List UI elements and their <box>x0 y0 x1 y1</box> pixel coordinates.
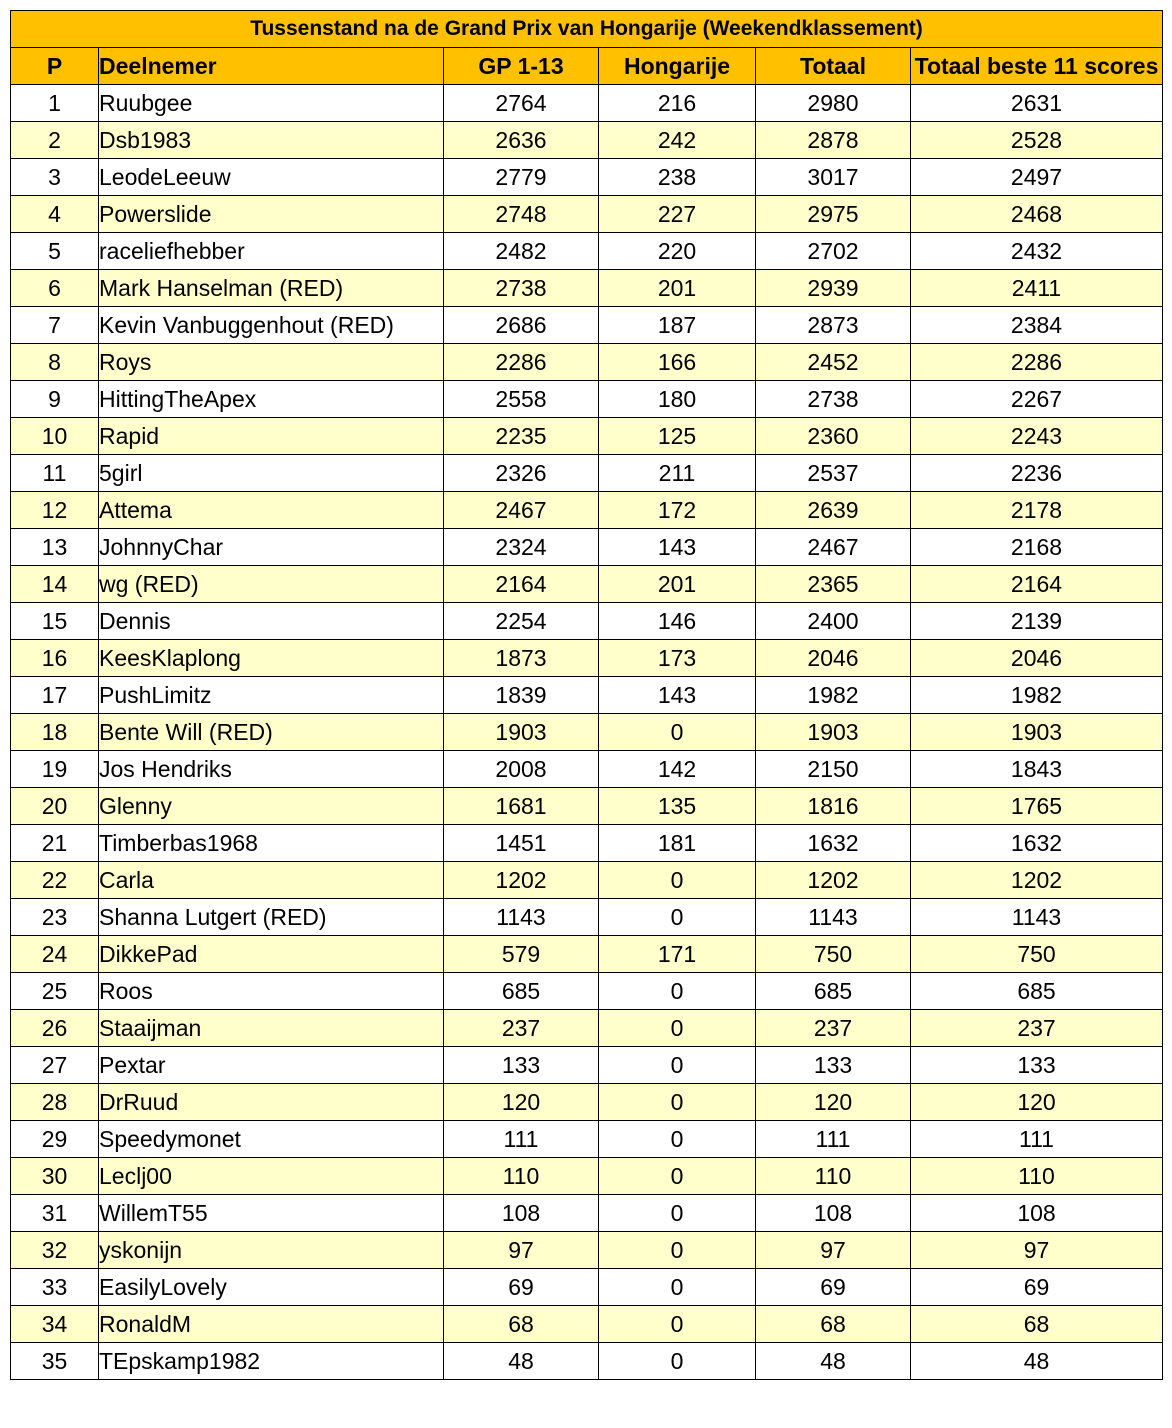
cell-gp-1-13: 237 <box>444 1010 599 1047</box>
cell-best-11: 2046 <box>911 640 1163 677</box>
table-row <box>11 381 1163 418</box>
cell-position: 17 <box>11 677 99 714</box>
cell-best-11: 1982 <box>911 677 1163 714</box>
cell-hongarije: 0 <box>599 714 756 751</box>
table-row <box>11 714 1163 751</box>
cell-totaal: 2878 <box>756 122 911 159</box>
col-header-totaal: Totaal <box>756 48 911 85</box>
table-row <box>11 566 1163 603</box>
cell-hongarije: 143 <box>599 677 756 714</box>
table-row <box>11 973 1163 1010</box>
cell-totaal: 1903 <box>756 714 911 751</box>
cell-hongarije: 0 <box>599 1269 756 1306</box>
cell-gp-1-13: 68 <box>444 1306 599 1343</box>
cell-best-11: 2178 <box>911 492 1163 529</box>
cell-gp-1-13: 97 <box>444 1232 599 1269</box>
cell-hongarije: 201 <box>599 566 756 603</box>
cell-gp-1-13: 1202 <box>444 862 599 899</box>
cell-best-11: 2286 <box>911 344 1163 381</box>
cell-hongarije: 0 <box>599 1010 756 1047</box>
cell-hongarije: 143 <box>599 529 756 566</box>
cell-position: 12 <box>11 492 99 529</box>
cell-participant: Glenny <box>99 788 444 825</box>
cell-participant: HittingTheApex <box>99 381 444 418</box>
cell-best-11: 2468 <box>911 196 1163 233</box>
cell-best-11: 1632 <box>911 825 1163 862</box>
cell-gp-1-13: 2764 <box>444 85 599 122</box>
cell-hongarije: 0 <box>599 1158 756 1195</box>
cell-best-11: 237 <box>911 1010 1163 1047</box>
cell-position: 5 <box>11 233 99 270</box>
cell-totaal: 111 <box>756 1121 911 1158</box>
cell-hongarije: 146 <box>599 603 756 640</box>
cell-best-11: 120 <box>911 1084 1163 1121</box>
cell-position: 23 <box>11 899 99 936</box>
cell-gp-1-13: 120 <box>444 1084 599 1121</box>
cell-totaal: 1632 <box>756 825 911 862</box>
standings-body <box>11 85 1163 1380</box>
table-row <box>11 1269 1163 1306</box>
cell-gp-1-13: 2636 <box>444 122 599 159</box>
cell-participant: PushLimitz <box>99 677 444 714</box>
cell-hongarije: 216 <box>599 85 756 122</box>
cell-totaal: 69 <box>756 1269 911 1306</box>
cell-totaal: 2738 <box>756 381 911 418</box>
cell-best-11: 2267 <box>911 381 1163 418</box>
cell-gp-1-13: 2164 <box>444 566 599 603</box>
cell-hongarije: 0 <box>599 1232 756 1269</box>
table-row <box>11 307 1163 344</box>
cell-participant: Rapid <box>99 418 444 455</box>
cell-gp-1-13: 1839 <box>444 677 599 714</box>
table-row <box>11 640 1163 677</box>
cell-best-11: 1843 <box>911 751 1163 788</box>
cell-gp-1-13: 1451 <box>444 825 599 862</box>
cell-best-11: 685 <box>911 973 1163 1010</box>
cell-best-11: 2168 <box>911 529 1163 566</box>
cell-gp-1-13: 2326 <box>444 455 599 492</box>
cell-best-11: 2236 <box>911 455 1163 492</box>
cell-position: 25 <box>11 973 99 1010</box>
cell-best-11: 110 <box>911 1158 1163 1195</box>
cell-best-11: 48 <box>911 1343 1163 1380</box>
cell-position: 31 <box>11 1195 99 1232</box>
cell-best-11: 1765 <box>911 788 1163 825</box>
cell-totaal: 2365 <box>756 566 911 603</box>
cell-gp-1-13: 1873 <box>444 640 599 677</box>
cell-gp-1-13: 2008 <box>444 751 599 788</box>
cell-position: 9 <box>11 381 99 418</box>
cell-gp-1-13: 110 <box>444 1158 599 1195</box>
cell-hongarije: 180 <box>599 381 756 418</box>
cell-position: 20 <box>11 788 99 825</box>
table-row <box>11 825 1163 862</box>
cell-position: 3 <box>11 159 99 196</box>
cell-best-11: 1903 <box>911 714 1163 751</box>
cell-hongarije: 142 <box>599 751 756 788</box>
cell-totaal: 1816 <box>756 788 911 825</box>
cell-position: 2 <box>11 122 99 159</box>
cell-participant: Staaijman <box>99 1010 444 1047</box>
cell-best-11: 2411 <box>911 270 1163 307</box>
table-row <box>11 196 1163 233</box>
cell-hongarije: 220 <box>599 233 756 270</box>
table-row <box>11 233 1163 270</box>
table-row <box>11 1306 1163 1343</box>
cell-participant: Mark Hanselman (RED) <box>99 270 444 307</box>
cell-totaal: 2400 <box>756 603 911 640</box>
table-row <box>11 122 1163 159</box>
cell-best-11: 97 <box>911 1232 1163 1269</box>
cell-participant: raceliefhebber <box>99 233 444 270</box>
cell-participant: WillemT55 <box>99 1195 444 1232</box>
cell-best-11: 2139 <box>911 603 1163 640</box>
cell-hongarije: 0 <box>599 1121 756 1158</box>
cell-best-11: 2528 <box>911 122 1163 159</box>
table-row <box>11 751 1163 788</box>
cell-totaal: 2537 <box>756 455 911 492</box>
cell-participant: DikkePad <box>99 936 444 973</box>
cell-position: 35 <box>11 1343 99 1380</box>
cell-totaal: 2873 <box>756 307 911 344</box>
cell-participant: Speedymonet <box>99 1121 444 1158</box>
cell-position: 8 <box>11 344 99 381</box>
cell-hongarije: 125 <box>599 418 756 455</box>
table-row <box>11 1047 1163 1084</box>
cell-hongarije: 166 <box>599 344 756 381</box>
cell-participant: EasilyLovely <box>99 1269 444 1306</box>
cell-hongarije: 0 <box>599 1195 756 1232</box>
table-row <box>11 455 1163 492</box>
cell-totaal: 2150 <box>756 751 911 788</box>
cell-hongarije: 0 <box>599 862 756 899</box>
table-row <box>11 529 1163 566</box>
cell-best-11: 2432 <box>911 233 1163 270</box>
cell-position: 14 <box>11 566 99 603</box>
cell-participant: Timberbas1968 <box>99 825 444 862</box>
cell-participant: wg (RED) <box>99 566 444 603</box>
cell-gp-1-13: 1143 <box>444 899 599 936</box>
cell-position: 13 <box>11 529 99 566</box>
cell-totaal: 2975 <box>756 196 911 233</box>
table-row <box>11 1158 1163 1195</box>
cell-position: 18 <box>11 714 99 751</box>
table-row <box>11 899 1163 936</box>
cell-participant: LeodeLeeuw <box>99 159 444 196</box>
cell-gp-1-13: 2286 <box>444 344 599 381</box>
cell-position: 4 <box>11 196 99 233</box>
cell-gp-1-13: 108 <box>444 1195 599 1232</box>
cell-gp-1-13: 48 <box>444 1343 599 1380</box>
cell-best-11: 133 <box>911 1047 1163 1084</box>
cell-gp-1-13: 2779 <box>444 159 599 196</box>
cell-hongarije: 0 <box>599 899 756 936</box>
cell-position: 19 <box>11 751 99 788</box>
cell-totaal: 48 <box>756 1343 911 1380</box>
table-row <box>11 1084 1163 1121</box>
table-row <box>11 492 1163 529</box>
cell-totaal: 237 <box>756 1010 911 1047</box>
cell-participant: yskonijn <box>99 1232 444 1269</box>
col-header-participant: Deelnemer <box>99 48 444 85</box>
cell-participant: Leclj00 <box>99 1158 444 1195</box>
cell-gp-1-13: 111 <box>444 1121 599 1158</box>
cell-gp-1-13: 2738 <box>444 270 599 307</box>
cell-best-11: 69 <box>911 1269 1163 1306</box>
cell-position: 15 <box>11 603 99 640</box>
cell-gp-1-13: 685 <box>444 973 599 1010</box>
cell-totaal: 2702 <box>756 233 911 270</box>
table-title: Tussenstand na de Grand Prix van Hongarije (Weekendklassement) <box>11 11 1163 48</box>
cell-position: 10 <box>11 418 99 455</box>
cell-totaal: 2360 <box>756 418 911 455</box>
table-row <box>11 862 1163 899</box>
cell-totaal: 750 <box>756 936 911 973</box>
cell-totaal: 2467 <box>756 529 911 566</box>
cell-participant: JohnnyChar <box>99 529 444 566</box>
cell-hongarije: 135 <box>599 788 756 825</box>
cell-gp-1-13: 2686 <box>444 307 599 344</box>
cell-participant: Dsb1983 <box>99 122 444 159</box>
cell-hongarije: 172 <box>599 492 756 529</box>
cell-hongarije: 0 <box>599 973 756 1010</box>
cell-best-11: 1202 <box>911 862 1163 899</box>
cell-gp-1-13: 2467 <box>444 492 599 529</box>
cell-gp-1-13: 1903 <box>444 714 599 751</box>
cell-hongarije: 187 <box>599 307 756 344</box>
cell-totaal: 1982 <box>756 677 911 714</box>
table-row <box>11 1010 1163 1047</box>
cell-best-11: 108 <box>911 1195 1163 1232</box>
cell-hongarije: 201 <box>599 270 756 307</box>
cell-gp-1-13: 1681 <box>444 788 599 825</box>
table-row <box>11 159 1163 196</box>
cell-totaal: 1143 <box>756 899 911 936</box>
cell-totaal: 2980 <box>756 85 911 122</box>
cell-totaal: 685 <box>756 973 911 1010</box>
cell-gp-1-13: 2482 <box>444 233 599 270</box>
cell-totaal: 2639 <box>756 492 911 529</box>
cell-totaal: 110 <box>756 1158 911 1195</box>
table-row <box>11 418 1163 455</box>
cell-hongarije: 171 <box>599 936 756 973</box>
cell-gp-1-13: 133 <box>444 1047 599 1084</box>
col-header-gp-1-13: GP 1-13 <box>444 48 599 85</box>
cell-hongarije: 173 <box>599 640 756 677</box>
table-row <box>11 936 1163 973</box>
cell-gp-1-13: 2235 <box>444 418 599 455</box>
cell-best-11: 2164 <box>911 566 1163 603</box>
header-row <box>11 48 1163 85</box>
cell-gp-1-13: 579 <box>444 936 599 973</box>
cell-participant: Pextar <box>99 1047 444 1084</box>
cell-totaal: 2939 <box>756 270 911 307</box>
col-header-position: P <box>11 48 99 85</box>
cell-best-11: 2497 <box>911 159 1163 196</box>
cell-position: 32 <box>11 1232 99 1269</box>
col-header-hongarije: Hongarije <box>599 48 756 85</box>
table-row <box>11 85 1163 122</box>
cell-best-11: 111 <box>911 1121 1163 1158</box>
cell-position: 1 <box>11 85 99 122</box>
cell-gp-1-13: 2748 <box>444 196 599 233</box>
cell-totaal: 133 <box>756 1047 911 1084</box>
cell-participant: TEpskamp1982 <box>99 1343 444 1380</box>
cell-position: 16 <box>11 640 99 677</box>
cell-best-11: 2631 <box>911 85 1163 122</box>
cell-participant: DrRuud <box>99 1084 444 1121</box>
cell-best-11: 2243 <box>911 418 1163 455</box>
cell-position: 34 <box>11 1306 99 1343</box>
cell-position: 6 <box>11 270 99 307</box>
cell-participant: Carla <box>99 862 444 899</box>
col-header-best-11: Totaal beste 11 scores <box>911 48 1163 85</box>
cell-participant: RonaldM <box>99 1306 444 1343</box>
cell-totaal: 3017 <box>756 159 911 196</box>
cell-participant: Ruubgee <box>99 85 444 122</box>
cell-gp-1-13: 2558 <box>444 381 599 418</box>
table-row <box>11 677 1163 714</box>
table-row <box>11 344 1163 381</box>
cell-position: 24 <box>11 936 99 973</box>
cell-position: 27 <box>11 1047 99 1084</box>
table-row <box>11 1343 1163 1380</box>
cell-position: 21 <box>11 825 99 862</box>
cell-best-11: 750 <box>911 936 1163 973</box>
cell-gp-1-13: 2254 <box>444 603 599 640</box>
cell-best-11: 2384 <box>911 307 1163 344</box>
cell-best-11: 68 <box>911 1306 1163 1343</box>
cell-hongarije: 238 <box>599 159 756 196</box>
table-row <box>11 1195 1163 1232</box>
table-row <box>11 1232 1163 1269</box>
cell-best-11: 1143 <box>911 899 1163 936</box>
cell-totaal: 97 <box>756 1232 911 1269</box>
cell-participant: 5girl <box>99 455 444 492</box>
cell-position: 26 <box>11 1010 99 1047</box>
cell-position: 33 <box>11 1269 99 1306</box>
table-row <box>11 788 1163 825</box>
cell-totaal: 120 <box>756 1084 911 1121</box>
cell-hongarije: 0 <box>599 1047 756 1084</box>
cell-hongarije: 0 <box>599 1084 756 1121</box>
table-row <box>11 603 1163 640</box>
cell-hongarije: 227 <box>599 196 756 233</box>
cell-position: 29 <box>11 1121 99 1158</box>
cell-hongarije: 181 <box>599 825 756 862</box>
table-row <box>11 270 1163 307</box>
cell-position: 28 <box>11 1084 99 1121</box>
cell-participant: Bente Will (RED) <box>99 714 444 751</box>
cell-participant: Roys <box>99 344 444 381</box>
cell-totaal: 1202 <box>756 862 911 899</box>
cell-gp-1-13: 69 <box>444 1269 599 1306</box>
cell-totaal: 2046 <box>756 640 911 677</box>
cell-participant: Attema <box>99 492 444 529</box>
cell-totaal: 2452 <box>756 344 911 381</box>
cell-hongarije: 211 <box>599 455 756 492</box>
cell-participant: Dennis <box>99 603 444 640</box>
cell-participant: KeesKlaplong <box>99 640 444 677</box>
cell-position: 11 <box>11 455 99 492</box>
cell-participant: Powerslide <box>99 196 444 233</box>
cell-totaal: 108 <box>756 1195 911 1232</box>
cell-participant: Shanna Lutgert (RED) <box>99 899 444 936</box>
cell-position: 30 <box>11 1158 99 1195</box>
cell-position: 7 <box>11 307 99 344</box>
standings-table <box>10 10 1163 1380</box>
cell-participant: Jos Hendriks <box>99 751 444 788</box>
cell-participant: Kevin Vanbuggenhout (RED) <box>99 307 444 344</box>
cell-position: 22 <box>11 862 99 899</box>
cell-totaal: 68 <box>756 1306 911 1343</box>
cell-hongarije: 242 <box>599 122 756 159</box>
cell-hongarije: 0 <box>599 1306 756 1343</box>
table-row <box>11 1121 1163 1158</box>
cell-gp-1-13: 2324 <box>444 529 599 566</box>
cell-hongarije: 0 <box>599 1343 756 1380</box>
cell-participant: Roos <box>99 973 444 1010</box>
